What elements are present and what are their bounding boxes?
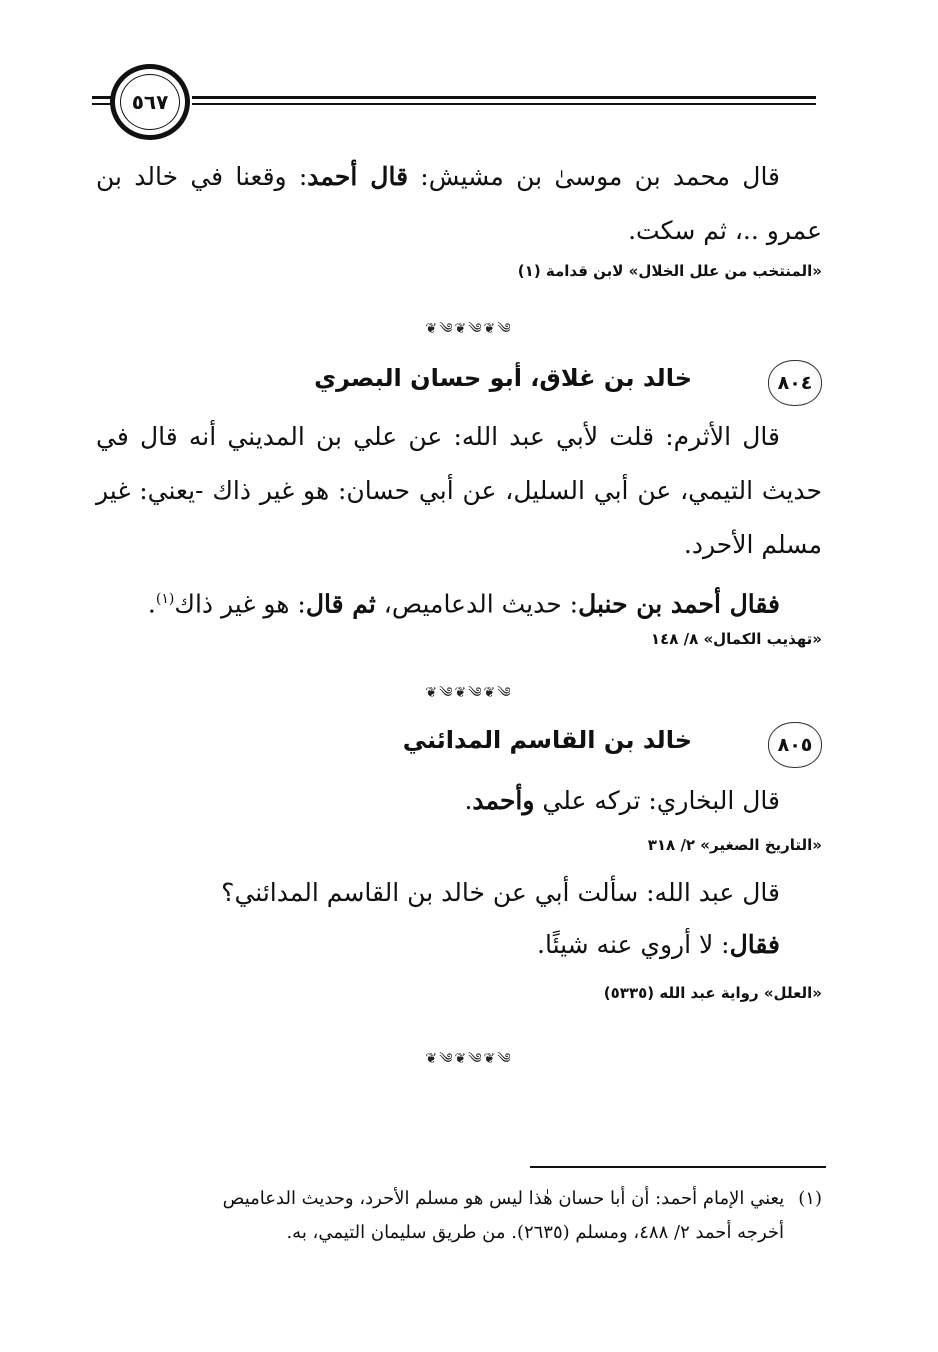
entry-805-paragraph-2: قال عبد الله: سألت أبي عن خالد بن القاسم المدائني؟ bbox=[221, 878, 780, 907]
entry-title: خالد بن غلاق، أبو حسان البصري bbox=[314, 364, 692, 392]
header-rule-right bbox=[192, 96, 816, 99]
entry-805-paragraph-1: قال البخاري: تركه علي وأحمد. bbox=[464, 786, 780, 815]
footnote-line-1: (١)يعني الإمام أحمد: أن أبا حسان هٰذا ليس هو مسلم الأحرد، وحديث الدعاميص bbox=[222, 1188, 822, 1209]
footnote-reference[interactable]: (١) bbox=[155, 591, 175, 607]
entry-805-source-1: «التاريخ الصغير» ٢/ ٣١٨ bbox=[647, 836, 822, 854]
divider-ornament-1: ༄❦༄❦༄❦ bbox=[425, 321, 513, 337]
intro-bold: قال أحمد bbox=[307, 162, 409, 191]
footnote-rule bbox=[530, 1166, 826, 1168]
entry-804-paragraph-2: فقال أحمد بن حنبل: حديث الدعاميص، ثم قال: هو غير ذاك$^{(١)}$. bbox=[147, 589, 780, 619]
divider-ornament-3: ༄❦༄❦༄❦ bbox=[425, 1051, 513, 1067]
entry-805-source-2: «العلل» رواية عبد الله (٥٣٣٥) bbox=[603, 984, 822, 1002]
entry-title: خالد بن القاسم المدائني bbox=[402, 726, 692, 754]
entry-number-badge: ٨٠٥ bbox=[768, 722, 822, 768]
header-rule-right-thin bbox=[192, 103, 816, 105]
intro-source: «المنتخب من علل الخلال» لابن قدامة (١) bbox=[517, 262, 822, 280]
footnote bbox=[110, 1182, 822, 1250]
entry-number-badge: ٨٠٤ bbox=[768, 360, 822, 406]
page-number: ٥٦٧ bbox=[120, 74, 180, 130]
footnote-line-2: أخرجه أحمد ٢/ ٤٨٨، ومسلم (٢٦٣٥). من طريق سليمان التيمي، به. bbox=[286, 1222, 784, 1243]
entry-804-paragraph-1: قال الأثرم: قلت لأبي عبد الله: عن علي بن المديني أنه قال في حديث التيمي، عن أبي السليل، عن أبي حسان: هو غير ذاك -يعني: غير مسلم الأحرد. bbox=[96, 422, 822, 559]
entry-804-header bbox=[96, 360, 822, 406]
page-number-badge bbox=[110, 64, 190, 140]
page-header bbox=[0, 60, 938, 150]
divider-ornament-2: ༄❦༄❦༄❦ bbox=[425, 685, 513, 701]
entry-804-source: «تهذيب الكمال» ٨/ ١٤٨ bbox=[650, 630, 822, 648]
entry-805-paragraph-3: فقال: لا أروي عنه شيئًا. bbox=[537, 930, 780, 959]
entry-805-header bbox=[96, 722, 822, 768]
footnote-marker: (١) bbox=[798, 1188, 822, 1209]
intro-paragraph: قال محمد بن موسىٰ بن مشيش: قال أحمد: وقعنا في خالد بن عمرو ..، ثم سكت. bbox=[96, 162, 822, 245]
